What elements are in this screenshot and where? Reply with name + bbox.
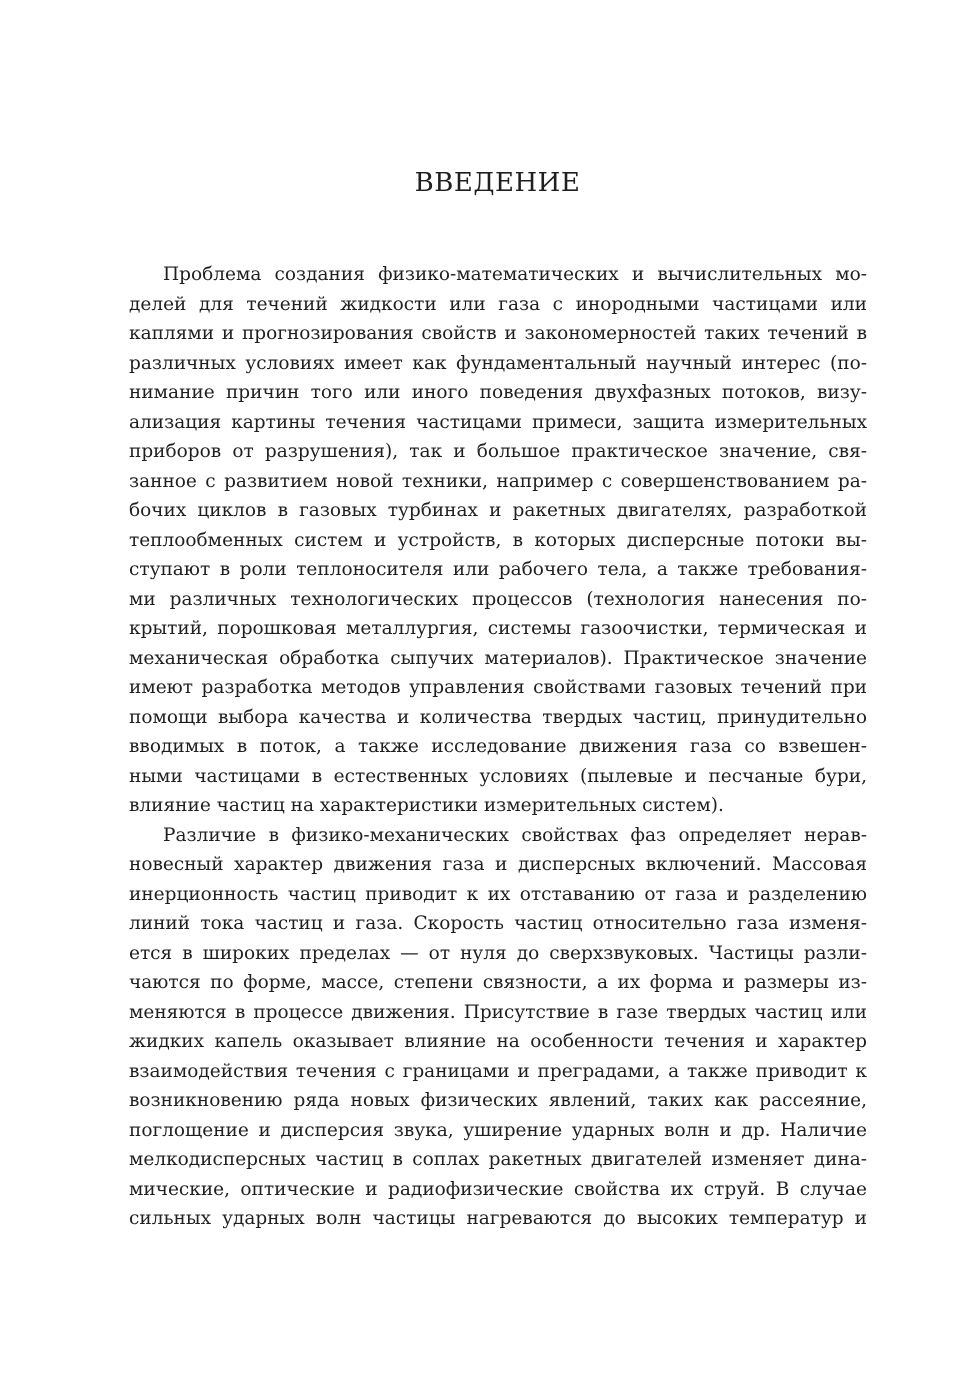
text-line: сильных ударных волн частицы нагреваются до высоких температур и <box>129 1208 867 1229</box>
text-line: ется в широких пределах — от нуля до сверхзвуковых. Частицы разли- <box>129 942 867 964</box>
text-line: инерционность частиц приводит к их отставанию от газа и разделению <box>129 883 867 905</box>
text-line: меняются в процессе движения. Присутствие в газе твердых частиц или <box>129 1001 867 1023</box>
text-line: ными частицами в естественных условиях (пылевые и песчаные бури, <box>129 765 867 787</box>
text-line: крытий, порошковая металлургия, системы газоочистки, термическая и <box>129 618 867 639</box>
text-line: механическая обработка сыпучих материалов). Практическое значение <box>129 647 867 669</box>
text-line: приборов от разрушения), так и большое практическое значение, свя- <box>129 441 867 462</box>
text-line: бочих циклов в газовых турбинах и ракетных двигателях, разработкой <box>129 500 867 521</box>
text-line: ступают в роли теплоносителя или рабочего тела, а также требования- <box>129 559 867 580</box>
text-line: линий тока частиц и газа. Скорость частиц относительно газа изменя- <box>129 913 867 934</box>
text-line: поглощение и дисперсия звука, уширение ударных волн и др. Наличие <box>129 1119 867 1141</box>
body-text <box>129 260 867 1234</box>
page-title: ВВЕДЕНИЕ <box>414 168 581 198</box>
text-line: чаются по форме, массе, степени связности, а их форма и размеры из- <box>129 972 867 993</box>
text-line: Проблема создания физико-математических и вычислительных мо- <box>163 264 867 285</box>
text-line: вводимых в поток, а также исследование движения газа со взвешен- <box>129 736 867 757</box>
text-line: мелкодисперсных частиц в соплах ракетных двигателей изменяет дина- <box>129 1149 867 1170</box>
paragraph-1 <box>129 260 867 821</box>
text-line: делей для течений жидкости или газа с инородными частицами или <box>129 293 867 315</box>
text-line: нимание причин того или иного поведения двухфазных потоков, визу- <box>129 382 867 403</box>
paragraph-2 <box>129 821 867 1234</box>
text-line: возникновению ряда новых физических явлений, таких как рассеяние, <box>129 1090 867 1111</box>
text-line: занное с развитием новой техники, например с совершенствованием ра- <box>129 470 867 492</box>
text-line: новесный характер движения газа и дисперсных включений. Массовая <box>129 854 867 875</box>
text-line: ми различных технологических процессов (технология нанесения по- <box>129 588 867 610</box>
text-line: мические, оптические и радиофизические свойства их струй. В случае <box>129 1178 867 1200</box>
text-line: имеют разработка методов управления свойствами газовых течений при <box>129 677 867 698</box>
text-line: Различие в физико-механических свойствах фаз определяет нерав- <box>163 824 867 846</box>
text-line: влияние частиц на характеристики измерительных систем). <box>129 795 724 816</box>
text-line: различных условиях имеет как фундаментальный научный интерес (по- <box>129 352 867 374</box>
text-line: ализация картины течения частицами примеси, защита измерительных <box>129 411 867 433</box>
text-line: жидких капель оказывает влияние на особенности течения и характер <box>129 1031 867 1052</box>
text-line: взаимодействия течения с границами и преградами, а также приводит к <box>129 1060 867 1082</box>
text-line: теплообменных систем и устройств, в которых дисперсные потоки вы- <box>129 529 867 551</box>
text-line: каплями и прогнозирования свойств и закономерностей таких течений в <box>129 323 867 344</box>
text-line: помощи выбора качества и количества твердых частиц, принудительно <box>129 706 867 728</box>
